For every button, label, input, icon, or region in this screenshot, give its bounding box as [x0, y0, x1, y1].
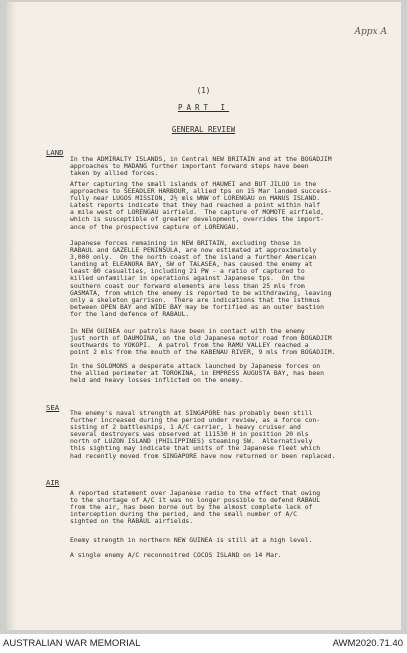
- part-heading: PART I: [177, 103, 230, 112]
- land-paragraph-1: In the ADMIRALTY ISLANDS, in Central NEW BRITAIN and at the BOGADJIM approaches to MADANG further important forward steps have been taken by allied forces.: [70, 155, 332, 178]
- footer-reference: AWM2020.71.40: [332, 638, 403, 649]
- land-paragraph-3: Japanese forces remaining in NEW BRITAIN, excluding those in RABAUL and GAZELLE PENINSULA, are now estimated at approximately 3,000 only. On the north coast of the island a further American landing at ELEANORA BAY, SW of TALASEA, has caused the enemy at least 80 casualties, including 21 PW - a ratio of captured to killed unfamiliar in operations against Japanese tps. On the southern coast our forward elements are less than 25 mls from GASMATA, from which the enemy is reported to be withdrawing, leaving only a skeleton garrison. There are indications that the isthmus between OPEN BAY and WIDE BAY may be fortified as an outer bastion for the land defence of RABAUL.: [70, 239, 332, 318]
- land-paragraph-4: In NEW GUINEA our patrols have been in contact with the enemy just north of DAUMOINA, on the old Japanese motor road from BOGADJIM southwards to YOKOPI. A patrol from the RAMU VALLEY reached a point 2 mls from the mouth of the KABENAU RIVER, 9 mls from BOGADJIM.: [70, 327, 336, 357]
- review-heading: GENERAL REVIEW: [171, 125, 236, 134]
- appendix-annotation: Appx A: [354, 27, 387, 37]
- archive-footer: [0, 634, 407, 653]
- section-heading-land: LAND: [46, 148, 64, 157]
- air-paragraph-1: A reported statement over Japanese radio to the effect that owing to the shortage of A/C it was no longer possible to defend RABAUL from the air, has been borne out by the almost complete lack of interception during the period, and the small number of A/C sighted on the RABAUL airfields.: [70, 489, 321, 526]
- section-heading-sea: SEA: [46, 403, 60, 412]
- section-heading-air: AIR: [46, 478, 60, 487]
- land-paragraph-5: In the SOLOMONS a desperate attack launched by Japanese forces on the allied perimeter at TOROKINA, in EMPRESS AUGUSTA BAY, has been held and heavy losses inflicted on the enemy.: [70, 362, 324, 385]
- page-number: (1): [196, 86, 211, 95]
- binding-edge: [6, 2, 16, 630]
- air-paragraph-3: A single enemy A/C reconnoitred COCOS ISLAND on 14 Mar.: [70, 551, 282, 559]
- footer-institution: AUSTRALIAN WAR MEMORIAL: [3, 638, 141, 649]
- land-paragraph-2: After capturing the small islands of HAUWEI and BUT JILUO in the approaches to SEEADLER HARBOUR, allied tps on 15 Mar landed success- fully near LUGOS MISSION, 2½ mls WNW of LORENGAU on MANUS ISLAND. Latest reports indicate that they had reached a point within half a mile west of LORENGAU airfield. The capture of MOMOTE airfield, which is susceptible of greater development, overrides the import- ance of the prospective capture of LORENGAU.: [70, 180, 332, 231]
- air-paragraph-2: Enemy strength in northern NEW GUINEA is still at a high level.: [70, 536, 313, 544]
- document-page: [6, 2, 401, 630]
- sea-paragraph-1: The enemy's naval strength at SINGAPORE has probably been still further increased during the period under review, as a force con- sisting of 2 battleships, 1 A/C carrier, 1 heavy cruiser and several destroyers was observed at 111530 H in position 20 mls north of LUZON ISLAND (PHILIPPINES) steaming SW. Alternatively this sighting may indicate that units of the Japanese fleet which had recently moved from SINGAPORE have now returned or been replaced.: [70, 409, 336, 460]
